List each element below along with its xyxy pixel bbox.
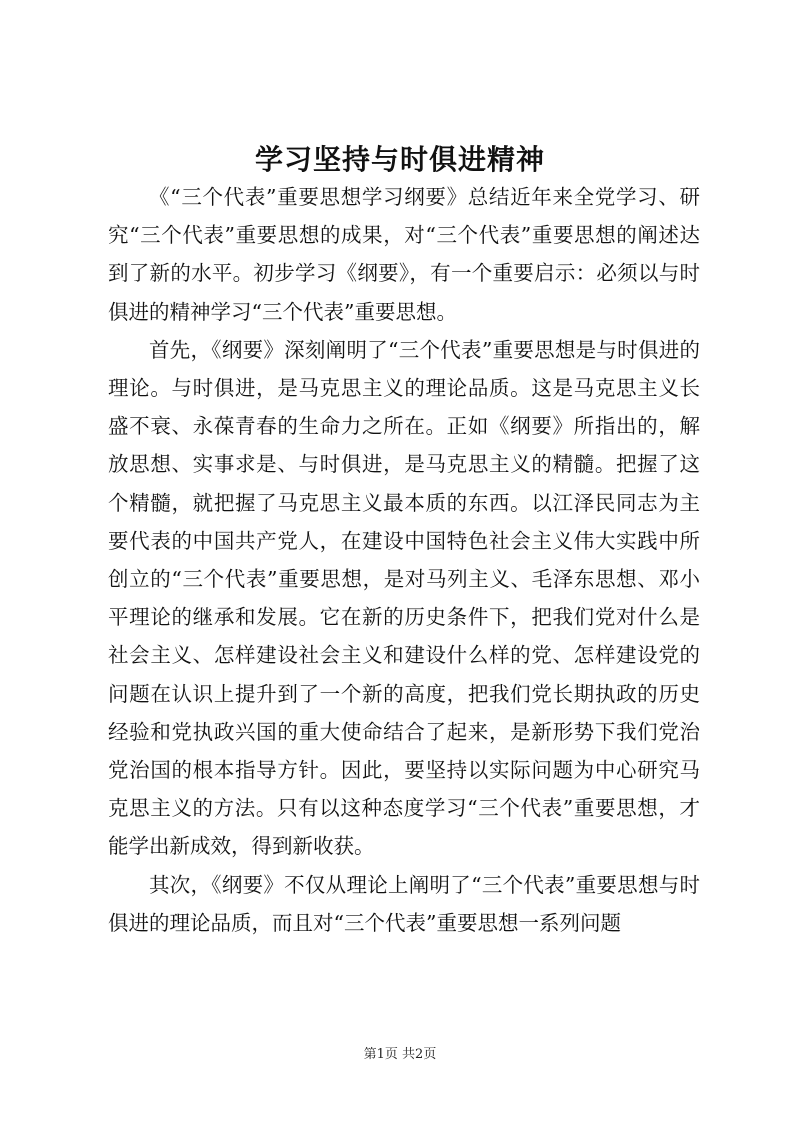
document-title: 学习坚持与时俱进精神 (254, 143, 545, 176)
paragraph-1: 《“三个代表”重要思想学习纲要》总结近年来全党学习、研究“三个代表”重要思想的成果，对“三个代表”重要思想的阐述达到了新的水平。初步学习《纲要》，有一个重要启示：必须以与时俱进的精神学习“三个代表”重要思想。 (108, 185, 700, 324)
paragraph-2: 首先，《纲要》深刻阐明了“三个代表”重要思想是与时俱进的理论。与时俱进，是马克思主义的理论品质。这是马克思主义长盛不衰、永葆青春的生命力之所在。正如《纲要》所指出的，解放思想、实事求是、与时俱进，是马克思主义的精髓。把握了这个精髓，就把握了马克思主义最本质的东西。以江泽民同志为主要代表的中国共产党人，在建设中国特色社会主义伟大实践中所创立的“三个代表”重要思想，是对马列主义、毛泽东思想、邓小平理论的继承和发展。它在新的历史条件下，把我们党对什么是社会主义、怎样建设社会主义和建设什么样的党、怎样建设党的问题在认识上提升到了一个新的高度，把我们党长期执政的历史经验和党执政兴国的重大使命结合了起来，是新形势下我们党治党治国的根本指导方针。因此，要坚持以实际问题为中心研究马克思主义的方法。只有以这种态度学习“三个代表”重要思想，才能学出新成效，得到新收获。 (108, 337, 700, 859)
paragraph-3: 其次，《纲要》不仅从理论上阐明了“三个代表”重要思想与时俱进的理论品质，而且对“三个代表”重要思想一系列问题 (108, 872, 700, 935)
document-body (108, 178, 700, 942)
page-number-footer: 第1页 共2页 (363, 1047, 437, 1062)
